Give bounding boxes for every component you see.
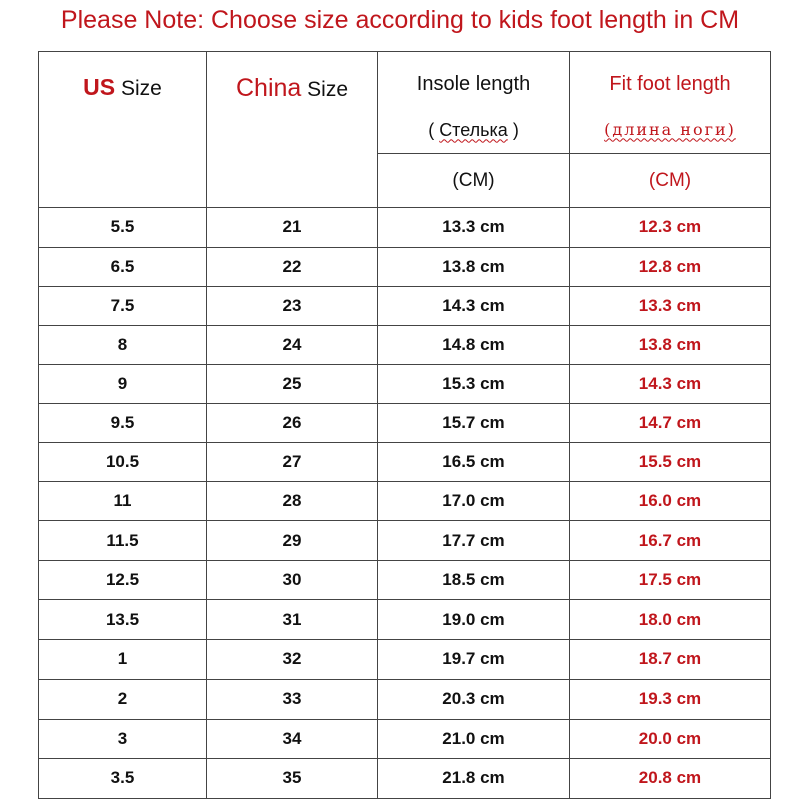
insole-length-cell: 19.0 cm <box>378 600 570 640</box>
china-size-cell: 31 <box>207 600 378 640</box>
size-row <box>39 679 771 719</box>
size-note: Please Note: Choose size according to kids foot length in CM <box>60 6 740 34</box>
us-size-cell: 12.5 <box>39 561 207 600</box>
header-china-size <box>207 52 378 208</box>
china-size-cell: 28 <box>207 482 378 521</box>
header-fit-russian: (длина ноги) <box>604 119 736 139</box>
china-size-cell: 34 <box>207 719 378 758</box>
header-insole-length <box>378 52 570 154</box>
fit-foot-length-cell: 14.3 cm <box>570 364 771 403</box>
header-insole-russian: Стелька <box>439 119 508 140</box>
us-size-cell: 10.5 <box>39 442 207 481</box>
header-fit-foot-length <box>570 52 771 154</box>
header-us-label: US <box>83 74 116 100</box>
china-size-cell: 26 <box>207 403 378 442</box>
insole-length-cell: 14.3 cm <box>378 286 570 325</box>
fit-foot-length-cell: 13.8 cm <box>570 325 771 364</box>
fit-foot-length-cell: 12.8 cm <box>570 247 771 286</box>
insole-length-cell: 15.7 cm <box>378 403 570 442</box>
fit-foot-length-cell: 16.7 cm <box>570 521 771 561</box>
fit-foot-length-cell: 17.5 cm <box>570 561 771 600</box>
fit-foot-length-cell: 18.7 cm <box>570 640 771 679</box>
us-size-cell: 11 <box>39 482 207 521</box>
china-size-cell: 35 <box>207 758 378 798</box>
size-row <box>39 600 771 640</box>
insole-length-cell: 19.7 cm <box>378 640 570 679</box>
header-fit-unit: (CM) <box>570 154 771 208</box>
insole-length-cell: 21.8 cm <box>378 758 570 798</box>
china-size-cell: 30 <box>207 561 378 600</box>
china-size-cell: 32 <box>207 640 378 679</box>
header-fit-title: Fit foot length <box>609 72 731 95</box>
us-size-cell: 3 <box>39 719 207 758</box>
header-us-size-word: Size <box>115 77 162 100</box>
fit-foot-length-cell: 19.3 cm <box>570 679 771 719</box>
header-insole-title: Insole length <box>416 72 531 95</box>
insole-length-cell: 14.8 cm <box>378 325 570 364</box>
header-us-size <box>39 52 207 208</box>
fit-foot-length-cell: 14.7 cm <box>570 403 771 442</box>
us-size-cell: 9.5 <box>39 403 207 442</box>
size-row <box>39 640 771 679</box>
us-size-cell: 6.5 <box>39 247 207 286</box>
fit-foot-length-cell: 13.3 cm <box>570 286 771 325</box>
china-size-cell: 29 <box>207 521 378 561</box>
header-insole-paren-close: ) <box>507 119 519 140</box>
china-size-cell: 21 <box>207 208 378 247</box>
insole-length-cell: 15.3 cm <box>378 364 570 403</box>
fit-foot-length-cell: 15.5 cm <box>570 442 771 481</box>
size-row <box>39 482 771 521</box>
header-insole-unit: (CM) <box>378 154 570 208</box>
size-row <box>39 719 771 758</box>
fit-foot-length-cell: 12.3 cm <box>570 208 771 247</box>
header-china-size-word: Size <box>301 78 348 101</box>
insole-length-cell: 20.3 cm <box>378 679 570 719</box>
size-chart-table <box>38 51 771 799</box>
china-size-cell: 25 <box>207 364 378 403</box>
us-size-cell: 13.5 <box>39 600 207 640</box>
header-insole-paren-open: ( <box>428 119 440 140</box>
china-size-cell: 23 <box>207 286 378 325</box>
size-row <box>39 561 771 600</box>
size-row <box>39 758 771 798</box>
china-size-cell: 22 <box>207 247 378 286</box>
insole-length-cell: 21.0 cm <box>378 719 570 758</box>
size-row <box>39 442 771 481</box>
insole-length-cell: 17.0 cm <box>378 482 570 521</box>
us-size-cell: 2 <box>39 679 207 719</box>
us-size-cell: 1 <box>39 640 207 679</box>
size-row <box>39 325 771 364</box>
us-size-cell: 9 <box>39 364 207 403</box>
us-size-cell: 8 <box>39 325 207 364</box>
size-row <box>39 247 771 286</box>
size-row <box>39 208 771 247</box>
us-size-cell: 7.5 <box>39 286 207 325</box>
fit-foot-length-cell: 20.0 cm <box>570 719 771 758</box>
china-size-cell: 27 <box>207 442 378 481</box>
insole-length-cell: 13.3 cm <box>378 208 570 247</box>
size-row <box>39 286 771 325</box>
fit-foot-length-cell: 16.0 cm <box>570 482 771 521</box>
fit-foot-length-cell: 18.0 cm <box>570 600 771 640</box>
fit-foot-length-cell: 20.8 cm <box>570 758 771 798</box>
size-chart-body <box>39 52 771 799</box>
china-size-cell: 24 <box>207 325 378 364</box>
china-size-cell: 33 <box>207 679 378 719</box>
size-row <box>39 403 771 442</box>
insole-length-cell: 18.5 cm <box>378 561 570 600</box>
us-size-cell: 5.5 <box>39 208 207 247</box>
size-row <box>39 521 771 561</box>
size-row <box>39 364 771 403</box>
us-size-cell: 3.5 <box>39 758 207 798</box>
header-insole-subtitle <box>378 117 569 143</box>
insole-length-cell: 17.7 cm <box>378 521 570 561</box>
us-size-cell: 11.5 <box>39 521 207 561</box>
header-row <box>39 52 771 154</box>
insole-length-cell: 13.8 cm <box>378 247 570 286</box>
header-china-label: China <box>235 74 302 102</box>
insole-length-cell: 16.5 cm <box>378 442 570 481</box>
